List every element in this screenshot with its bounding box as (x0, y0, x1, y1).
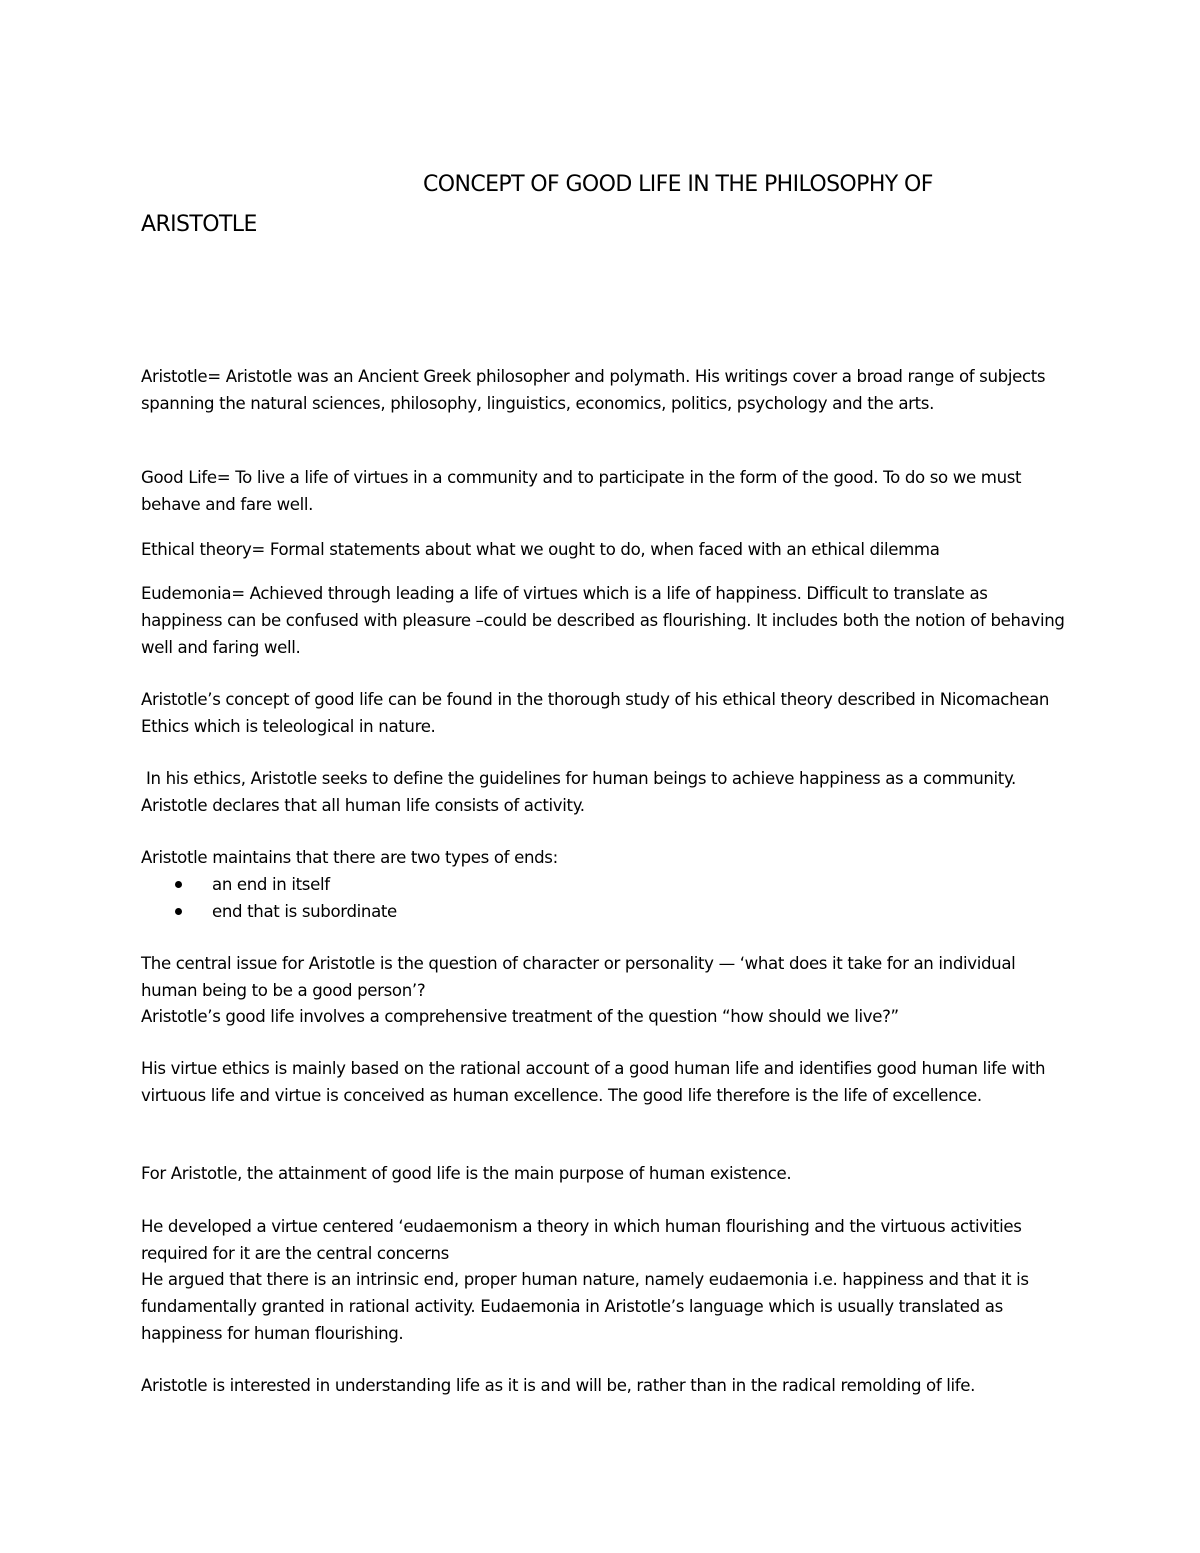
paragraph-eudaemonism: He developed a virtue centered ‘eudaemonism a theory in which human flourishing and the virtuous activities required for it are the central concerns (141, 1217, 1022, 1263)
list-item (141, 898, 397, 925)
paragraph-understanding-life: Aristotle is interested in understanding life as it is and will be, rather than in the radical remolding of life. (141, 1376, 976, 1395)
ends-list (141, 871, 397, 925)
list-item-text: end that is subordinate (212, 902, 397, 921)
paragraph-good-life-definition: Good Life= To live a life of virtues in a community and to participate in the form of the good. To do so we must behave and fare well. (141, 468, 1022, 514)
paragraph-ethics-guidelines: In his ethics, Aristotle seeks to define the guidelines for human beings to achieve happiness as a community. Aristotle declares that all human life consists of activity. (141, 769, 1021, 815)
paragraph-aristotle-definition: Aristotle= Aristotle was an Ancient Greek philosopher and polymath. His writings cover a broad range of subjects spanning the natural sciences, philosophy, linguistics, economics, politics, psychology and the arts. (141, 367, 1046, 413)
paragraph-intrinsic-end: He argued that there is an intrinsic end, proper human nature, namely eudaemonia i.e. happiness and that it is fundamentally granted in rational activity. Eudaemonia in Aristotle’s language which is usually translated as happiness for human flourishing. (141, 1270, 1029, 1343)
bullet-icon (175, 908, 182, 915)
list-item (141, 871, 397, 898)
paragraph-attainment-of-good-life: For Aristotle, the attainment of good life is the main purpose of human existence. (141, 1164, 792, 1183)
paragraph-virtue-ethics: His virtue ethics is mainly based on the rational account of a good human life and identifies good human life with virtuous life and virtue is conceived as human excellence. The good life therefore is the life of excellence. (141, 1059, 1046, 1105)
paragraph-central-issue: The central issue for Aristotle is the question of character or personality — ‘what does it take for an individual human being to be a good person’? (141, 954, 1016, 1000)
paragraph-concept-of-good-life: Aristotle’s concept of good life can be found in the thorough study of his ethical theory described in Nicomachean Ethics which is teleological in nature. (141, 690, 1050, 736)
document-title-line1: CONCEPT OF GOOD LIFE IN THE PHILOSOPHY OF (423, 172, 933, 197)
paragraph-ethical-theory-definition: Ethical theory= Formal statements about what we ought to do, when faced with an ethical dilemma (141, 540, 940, 559)
paragraph-how-should-we-live: Aristotle’s good life involves a comprehensive treatment of the question “how should we live?” (141, 1007, 899, 1026)
list-item-text: an end in itself (212, 875, 330, 894)
document-title-line2: ARISTOTLE (141, 212, 257, 237)
paragraph-eudemonia-definition: Eudemonia= Achieved through leading a life of virtues which is a life of happiness. Difficult to translate as happiness can be confused with pleasure –could be described as flourishing. It includes both the notion of behaving well and faring well. (141, 584, 1065, 657)
bullet-icon (175, 881, 182, 888)
paragraph-two-types-of-ends: Aristotle maintains that there are two types of ends: (141, 848, 558, 867)
